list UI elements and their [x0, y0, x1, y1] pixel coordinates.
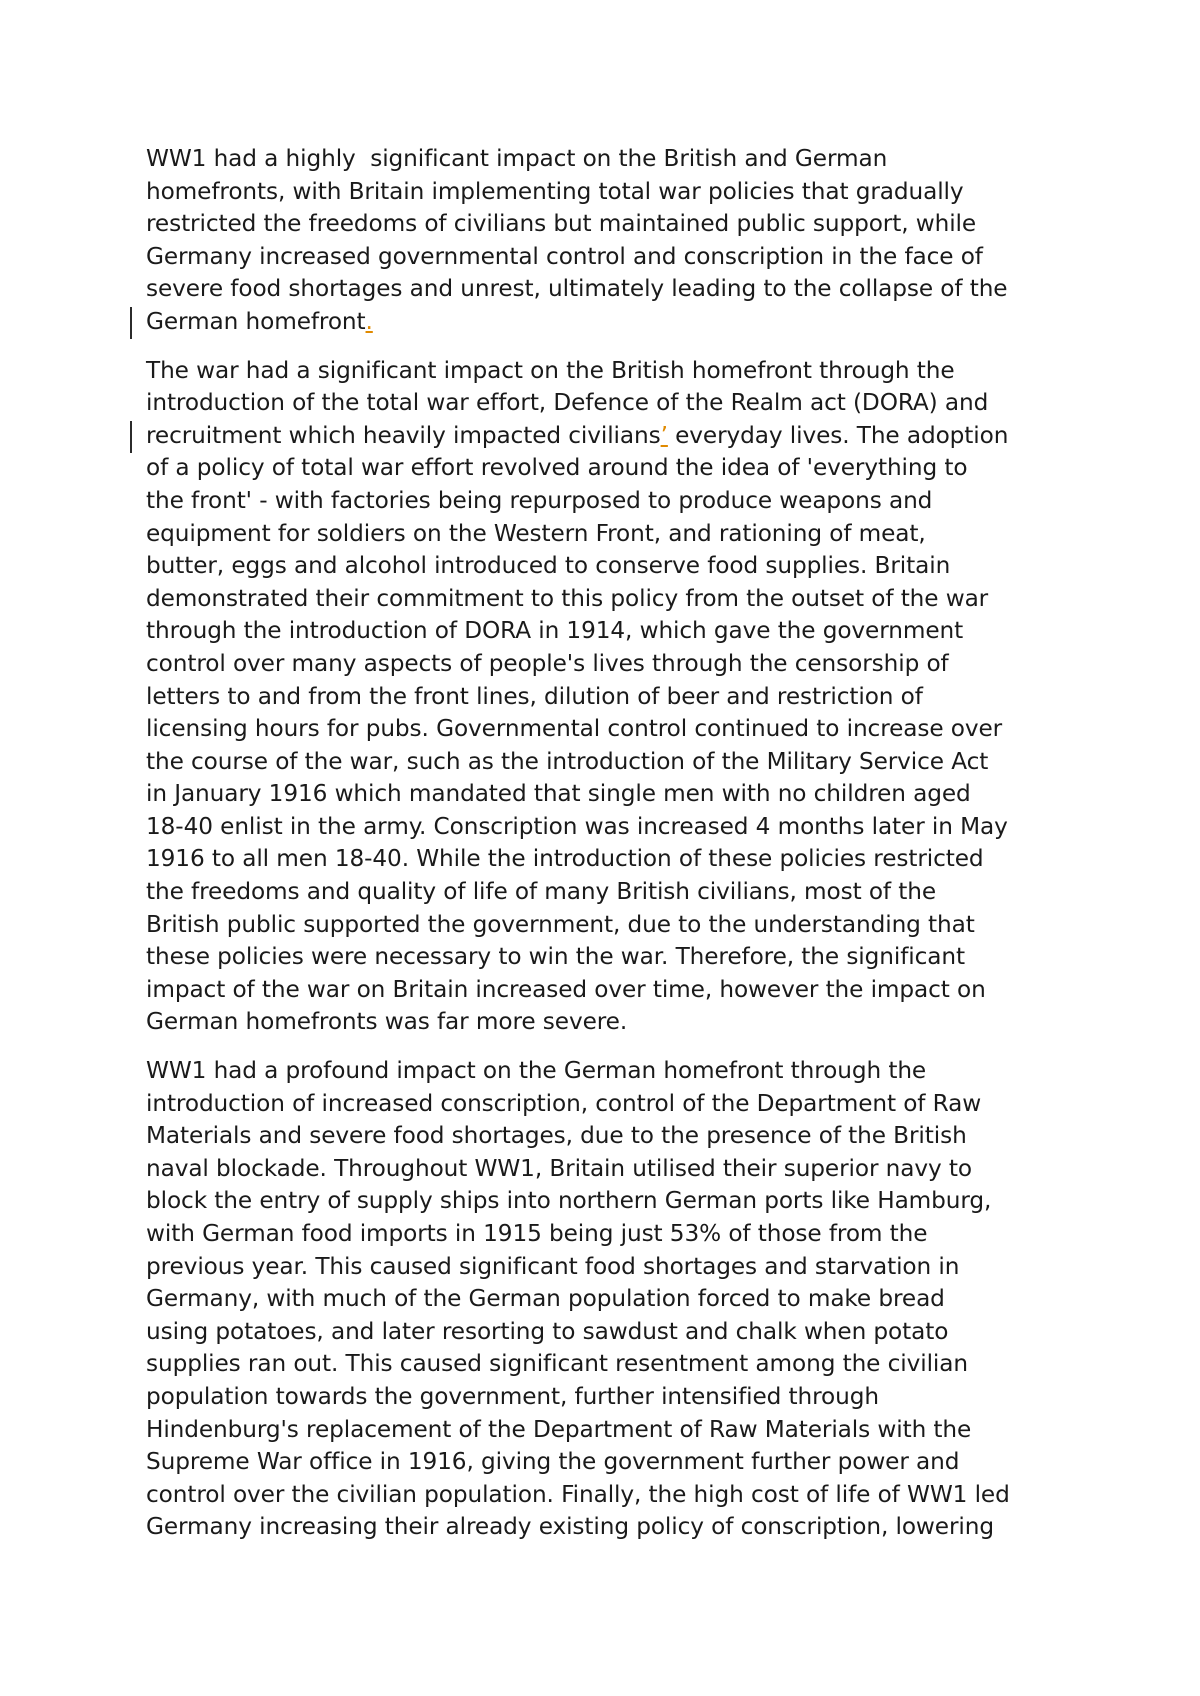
- text-line: the front' - with factories being repurposed to produce weapons and: [146, 486, 933, 514]
- text-line: the freedoms and quality of life of many British civilians, most of the: [146, 878, 937, 906]
- text-line: block the entry of supply ships into northern German ports like Hamburg,: [146, 1187, 992, 1215]
- text-line: control over the civilian population. Finally, the high cost of life of WW1 led: [146, 1480, 1010, 1508]
- change-bar: [130, 421, 132, 453]
- text-line: using potatoes, and later resorting to sawdust and chalk when potato: [146, 1317, 949, 1345]
- text-line: introduction of the total war effort, Defence of the Realm act (DORA) and: [146, 389, 989, 417]
- text-segment: everyday lives. The adoption: [667, 421, 1009, 449]
- tracked-change-mark[interactable]: .: [365, 307, 373, 335]
- paragraph-british-homefront[interactable]: [146, 355, 1086, 1039]
- text-line: WW1 had a profound impact on the German homefront through the: [146, 1057, 927, 1085]
- text-line: British public supported the government, due to the understanding that: [146, 910, 975, 938]
- text-line: introduction of increased conscription, control of the Department of Raw: [146, 1089, 982, 1117]
- text-line: population towards the government, further intensified through: [146, 1382, 879, 1410]
- text-line: Germany increased governmental control and conscription in the face of: [146, 242, 983, 270]
- text-line: butter, eggs and alcohol introduced to conserve food supplies. Britain: [146, 552, 951, 580]
- text-line: previous year. This caused significant food shortages and starvation in: [146, 1252, 960, 1280]
- text-line: impact of the war on Britain increased over time, however the impact on: [146, 975, 986, 1003]
- text-line: through the introduction of DORA in 1914, which gave the government: [146, 617, 964, 645]
- text-line: of a policy of total war effort revolved around the idea of 'everything to: [146, 454, 968, 482]
- text-line: The war had a significant impact on the British homefront through the: [146, 356, 955, 384]
- text-line: German homefronts was far more severe.: [146, 1008, 628, 1036]
- text-segment: recruitment which heavily impacted civilians: [146, 421, 661, 449]
- change-bar: [130, 307, 132, 339]
- text-line: [146, 420, 1086, 453]
- text-segment: German homefront: [146, 307, 366, 335]
- text-line: severe food shortages and unrest, ultimately leading to the collapse of the: [146, 275, 1008, 303]
- text-line: licensing hours for pubs. Governmental control continued to increase over: [146, 715, 1003, 743]
- text-line: restricted the freedoms of civilians but maintained public support, while: [146, 210, 977, 238]
- text-line: Hindenburg's replacement of the Department of Raw Materials with the: [146, 1415, 972, 1443]
- text-line: [146, 306, 1086, 339]
- text-line: WW1 had a highly significant impact on the British and German: [146, 145, 888, 172]
- text-line: Materials and severe food shortages, due to the presence of the British: [146, 1122, 967, 1150]
- document-body[interactable]: [146, 143, 1086, 1560]
- text-line: demonstrated their commitment to this policy from the outset of the war: [146, 584, 989, 612]
- text-line: naval blockade. Throughout WW1, Britain utilised their superior navy to: [146, 1154, 972, 1182]
- text-line: Germany increasing their already existing policy of conscription, lowering: [146, 1513, 994, 1541]
- text-line: 18-40 enlist in the army. Conscription was increased 4 months later in May: [146, 812, 1008, 840]
- text-line: the course of the war, such as the introduction of the Military Service Act: [146, 747, 989, 775]
- text-line: control over many aspects of people's lives through the censorship of: [146, 649, 949, 677]
- text-line: these policies were necessary to win the war. Therefore, the significant: [146, 943, 965, 971]
- text-line: 1916 to all men 18-40. While the introduction of these policies restricted: [146, 845, 984, 873]
- text-line: supplies ran out. This caused significant resentment among the civilian: [146, 1350, 968, 1378]
- paragraph-intro[interactable]: [146, 143, 1086, 339]
- text-line: letters to and from the front lines, dilution of beer and restriction of: [146, 682, 923, 710]
- text-line: homefronts, with Britain implementing total war policies that gradually: [146, 177, 964, 205]
- text-line: equipment for soldiers on the Western Front, and rationing of meat,: [146, 519, 926, 547]
- tracked-change-mark[interactable]: ’: [660, 421, 668, 449]
- text-line: Supreme War office in 1916, giving the government further power and: [146, 1448, 960, 1476]
- text-line: with German food imports in 1915 being just 53% of those from the: [146, 1220, 928, 1247]
- text-line: in January 1916 which mandated that single men with no children aged: [146, 780, 971, 808]
- text-line: Germany, with much of the German population forced to make bread: [146, 1285, 945, 1313]
- paragraph-german-homefront[interactable]: [146, 1055, 1086, 1544]
